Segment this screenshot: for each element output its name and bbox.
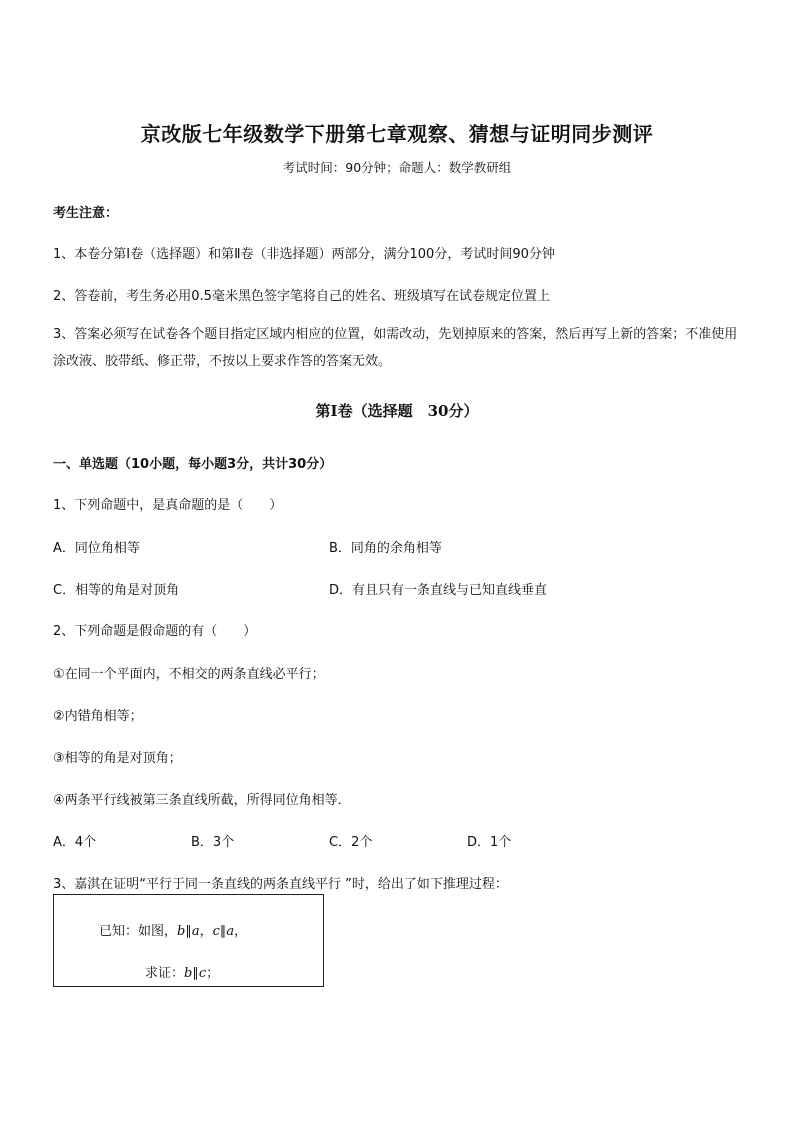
notice-item-2: 2、答卷前，考生务必用0.5毫米黑色签字笔将自己的姓名、班级填写在试卷规定位置上 [53, 289, 550, 304]
question-1-option-d[interactable]: D．有且只有一条直线与已知直线垂直 [329, 583, 548, 598]
exam-title: 京改版七年级数学下册第七章观察、猜想与证明同步测评 [140, 122, 654, 146]
question-2-option-a[interactable]: A．4个 [53, 835, 97, 850]
part1-title: 第Ⅰ卷（选择题 30分） [315, 402, 479, 420]
proof-given-prefix: 已知：如图， [99, 924, 178, 939]
proof-given-c: c [212, 924, 220, 939]
proof-given-a-2: a [226, 924, 235, 939]
proof-given-a-1: a [191, 924, 200, 939]
proof-prove [145, 962, 219, 981]
question-3-stem: 3、嘉淇在证明“平行于同一条直线的两条直线平行 ”时，给出了如下推理过程： [53, 877, 508, 892]
question-2-option-c[interactable]: C．2个 [329, 835, 373, 850]
question-2-option-b[interactable]: B．3个 [191, 835, 235, 850]
question-2-statement-1: ①在同一个平面内，不相交的两条直线必平行； [53, 667, 325, 682]
question-1-option-c[interactable]: C．相等的角是对顶角 [53, 583, 180, 598]
proof-given-parallel-1: ∥ [185, 924, 192, 939]
question-2-statement-4: ④两条平行线被第三条直线所截，所得同位角相等． [53, 793, 351, 808]
question-1-stem: 1、下列命题中，是真命题的是（ ） [53, 498, 283, 513]
question-2-statement-3: ③相等的角是对顶角； [53, 751, 182, 766]
proof-prove-b: b [184, 966, 193, 981]
proof-prove-parallel: ∥ [192, 966, 199, 981]
exam-subtitle: 考试时间：90分钟；命题人：数学教研组 [282, 160, 512, 175]
proof-given [99, 920, 247, 939]
notice-item-1: 1、本卷分第Ⅰ卷（选择题）和第Ⅱ卷（非选择题）两部分，满分100分，考试时间90分钟 [53, 247, 555, 262]
proof-prove-c: c [198, 966, 207, 981]
question-2-stem: 2、下列命题是假命题的有（ ） [53, 624, 257, 639]
proof-prove-prefix: 求证： [145, 966, 185, 981]
question-2-option-d[interactable]: D．1个 [467, 835, 512, 850]
proof-given-parallel-2: ∥ [219, 924, 227, 939]
notice-heading: 考生注意： [53, 206, 119, 221]
proof-prove-end: ； [206, 966, 220, 981]
proof-box [53, 894, 324, 987]
section-heading: 一、单选题（10小题，每小题3分，共计30分） [53, 457, 333, 472]
proof-given-end: ， [234, 924, 248, 939]
question-2-statement-2: ②内错角相等； [53, 709, 143, 724]
notice-item-3: 3、答案必须写在试卷各个题目指定区域内相应的位置，如需改动，先划掉原来的答案，然后再写上新的答案；不准使用涂改液、胶带纸、修正带，不按以上要求作答的答案无效。 [53, 327, 738, 369]
question-1-option-b[interactable]: B．同角的余角相等 [329, 541, 442, 556]
proof-given-separator: ， [199, 924, 213, 939]
proof-given-b: b [177, 924, 186, 939]
question-1-option-a[interactable]: A．同位角相等 [53, 541, 140, 556]
